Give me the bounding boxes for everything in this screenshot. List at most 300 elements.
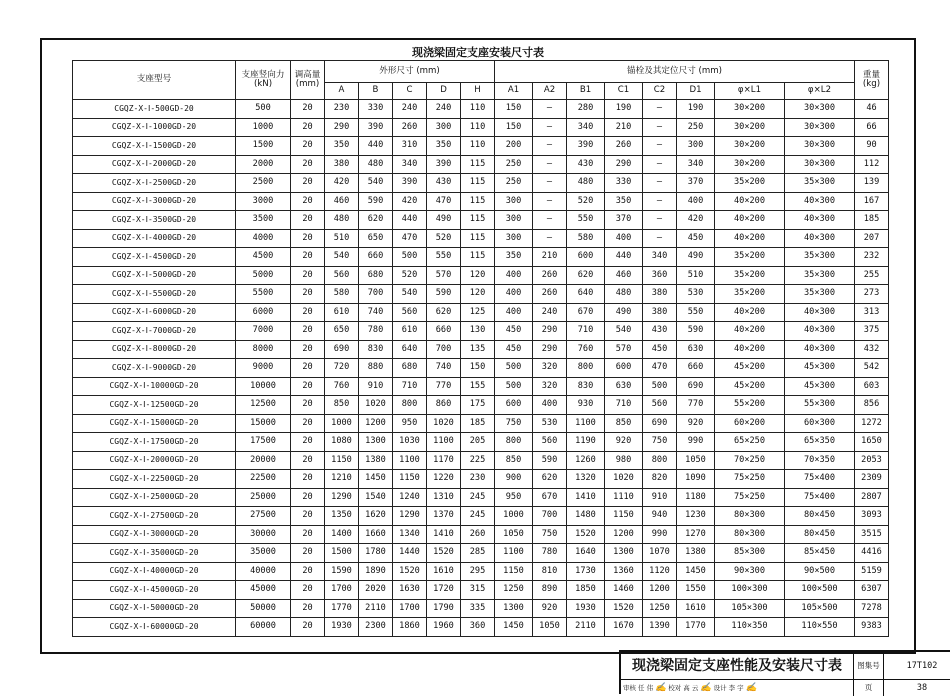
table-cell: 1300 bbox=[605, 544, 643, 563]
table-cell: 20 bbox=[291, 618, 325, 637]
table-cell: 85×300 bbox=[715, 544, 785, 563]
table-cell: 205 bbox=[461, 433, 495, 452]
table-row bbox=[73, 118, 889, 137]
table-cell: 30×200 bbox=[715, 100, 785, 119]
table-cell: 450 bbox=[495, 340, 533, 359]
table-cell: 60000 bbox=[236, 618, 291, 637]
table-row bbox=[73, 377, 889, 396]
table-cell: 25000 bbox=[236, 488, 291, 507]
table-cell: 300 bbox=[495, 211, 533, 230]
table-cell: 880 bbox=[359, 359, 393, 378]
table-cell: 1440 bbox=[393, 544, 427, 563]
table-cell: 7000 bbox=[236, 322, 291, 341]
table-cell: 590 bbox=[677, 322, 715, 341]
table-cell: — bbox=[643, 229, 677, 248]
table-cell: 370 bbox=[605, 211, 643, 230]
table-cell: 20 bbox=[291, 525, 325, 544]
checker-signature: ✍ bbox=[700, 683, 712, 693]
table-cell: 1520 bbox=[605, 599, 643, 618]
table-cell: 190 bbox=[677, 100, 715, 119]
model-cell: CGQZ-X-Ⅰ-1500GD-20 bbox=[73, 137, 236, 156]
table-cell: 4416 bbox=[855, 544, 889, 563]
table-cell: 920 bbox=[533, 599, 567, 618]
table-cell: 760 bbox=[567, 340, 605, 359]
table-cell: 12500 bbox=[236, 396, 291, 415]
table-row bbox=[73, 100, 889, 119]
table-cell: 110 bbox=[461, 137, 495, 156]
design-label: 设计 bbox=[713, 684, 727, 692]
table-cell: 320 bbox=[533, 359, 567, 378]
table-cell: 490 bbox=[427, 211, 461, 230]
table-cell: 70×350 bbox=[785, 451, 855, 470]
table-cell: 1410 bbox=[567, 488, 605, 507]
table-cell: 100×300 bbox=[715, 581, 785, 600]
table-cell: 20 bbox=[291, 414, 325, 433]
table-row bbox=[73, 525, 889, 544]
table-cell: 5000 bbox=[236, 266, 291, 285]
table-cell: 110 bbox=[461, 118, 495, 137]
table-cell: 660 bbox=[427, 322, 461, 341]
table-cell: 290 bbox=[325, 118, 359, 137]
table-cell: 600 bbox=[567, 248, 605, 267]
table-cell: 600 bbox=[605, 359, 643, 378]
table-cell: 290 bbox=[533, 340, 567, 359]
table-cell: 1770 bbox=[677, 618, 715, 637]
table-cell: 210 bbox=[605, 118, 643, 137]
table-cell: 5500 bbox=[236, 285, 291, 304]
table-cell: 290 bbox=[533, 322, 567, 341]
table-cell: 250 bbox=[495, 155, 533, 174]
table-cell: 115 bbox=[461, 229, 495, 248]
table-cell: 750 bbox=[643, 433, 677, 452]
table-cell: 2807 bbox=[855, 488, 889, 507]
table-cell: 440 bbox=[605, 248, 643, 267]
table-cell: 20 bbox=[291, 544, 325, 563]
table-cell: 990 bbox=[677, 433, 715, 452]
table-cell: 1090 bbox=[677, 470, 715, 489]
table-cell: 35×200 bbox=[715, 285, 785, 304]
table-cell: 285 bbox=[461, 544, 495, 563]
model-cell: CGQZ-X-Ⅰ-3500GD-20 bbox=[73, 211, 236, 230]
table-cell: 250 bbox=[495, 174, 533, 193]
table-cell: 35×200 bbox=[715, 174, 785, 193]
page-number: 38 bbox=[916, 683, 928, 693]
table-cell: — bbox=[643, 137, 677, 156]
title-block bbox=[619, 650, 950, 694]
table-cell: 800 bbox=[495, 433, 533, 452]
table-cell: 1290 bbox=[325, 488, 359, 507]
table-cell: 450 bbox=[495, 322, 533, 341]
table-cell: 1100 bbox=[495, 544, 533, 563]
table-cell: 30×200 bbox=[715, 155, 785, 174]
table-cell: 1350 bbox=[325, 507, 359, 526]
table-cell: 115 bbox=[461, 174, 495, 193]
table-cell: 950 bbox=[495, 488, 533, 507]
table-cell: 710 bbox=[605, 396, 643, 415]
table-cell: 1240 bbox=[393, 488, 427, 507]
table-cell: 680 bbox=[393, 359, 427, 378]
table-cell: 4000 bbox=[236, 229, 291, 248]
table-cell: 30×200 bbox=[715, 118, 785, 137]
table-cell: 380 bbox=[643, 303, 677, 322]
table-cell: 1080 bbox=[325, 433, 359, 452]
table-cell: 130 bbox=[461, 322, 495, 341]
table-cell: 500 bbox=[495, 359, 533, 378]
table-cell: 30000 bbox=[236, 525, 291, 544]
table-row bbox=[73, 581, 889, 600]
table-row bbox=[73, 285, 889, 304]
table-cell: 1610 bbox=[427, 562, 461, 581]
table-cell: 300 bbox=[427, 118, 461, 137]
table-cell: 75×400 bbox=[785, 488, 855, 507]
table-cell: 350 bbox=[325, 137, 359, 156]
table-cell: 670 bbox=[567, 303, 605, 322]
table-cell: 856 bbox=[855, 396, 889, 415]
table-cell: 910 bbox=[643, 488, 677, 507]
model-cell: CGQZ-X-Ⅰ-25000GD-20 bbox=[73, 488, 236, 507]
table-cell: 290 bbox=[605, 155, 643, 174]
table-cell: 520 bbox=[393, 266, 427, 285]
table-cell: 2110 bbox=[567, 618, 605, 637]
reviewer-signature: ✍ bbox=[655, 683, 667, 693]
table-cell: 1100 bbox=[567, 414, 605, 433]
table-cell: — bbox=[533, 192, 567, 211]
subheader-cell: A2 bbox=[533, 83, 567, 100]
table-cell: 340 bbox=[643, 248, 677, 267]
table-cell: 1400 bbox=[325, 525, 359, 544]
table-cell: 810 bbox=[533, 562, 567, 581]
table-cell: — bbox=[643, 155, 677, 174]
table-cell: 40×200 bbox=[715, 322, 785, 341]
table-cell: 1020 bbox=[427, 414, 461, 433]
table-cell: 510 bbox=[325, 229, 359, 248]
table-cell: 40×300 bbox=[785, 229, 855, 248]
model-cell: CGQZ-X-Ⅰ-4500GD-20 bbox=[73, 248, 236, 267]
table-cell: 1180 bbox=[677, 488, 715, 507]
table-cell: 540 bbox=[605, 322, 643, 341]
table-cell: 660 bbox=[359, 248, 393, 267]
table-cell: 40000 bbox=[236, 562, 291, 581]
table-cell: 550 bbox=[567, 211, 605, 230]
table-cell: 1250 bbox=[643, 599, 677, 618]
table-cell: 10000 bbox=[236, 377, 291, 396]
table-cell: 1020 bbox=[605, 470, 643, 489]
table-cell: 1070 bbox=[643, 544, 677, 563]
table-cell: 1500 bbox=[236, 137, 291, 156]
table-cell: 820 bbox=[643, 470, 677, 489]
table-cell: 930 bbox=[567, 396, 605, 415]
model-cell: CGQZ-X-Ⅰ-3000GD-20 bbox=[73, 192, 236, 211]
table-cell: 560 bbox=[393, 303, 427, 322]
table-cell: 66 bbox=[855, 118, 889, 137]
table-cell: 20 bbox=[291, 488, 325, 507]
table-cell: — bbox=[533, 118, 567, 137]
table-cell: 830 bbox=[567, 377, 605, 396]
table-cell: 1930 bbox=[567, 599, 605, 618]
table-cell: 2300 bbox=[359, 618, 393, 637]
table-cell: 390 bbox=[393, 174, 427, 193]
table-cell: 2053 bbox=[855, 451, 889, 470]
header-model: 支座型号 bbox=[73, 61, 236, 100]
table-cell: 690 bbox=[677, 377, 715, 396]
table-cell: 450 bbox=[643, 340, 677, 359]
table-cell: 1260 bbox=[567, 451, 605, 470]
table-cell: 240 bbox=[427, 100, 461, 119]
table-row bbox=[73, 248, 889, 267]
table-cell: 540 bbox=[359, 174, 393, 193]
table-cell: 540 bbox=[325, 248, 359, 267]
table-cell: 35×300 bbox=[785, 174, 855, 193]
table-cell: 315 bbox=[461, 581, 495, 600]
table-cell: 1380 bbox=[359, 451, 393, 470]
model-cell: CGQZ-X-Ⅰ-60000GD-20 bbox=[73, 618, 236, 637]
designer-name: 李 宇 bbox=[728, 684, 744, 692]
table-cell: 75×250 bbox=[715, 470, 785, 489]
table-cell: 20 bbox=[291, 581, 325, 600]
table-cell: 420 bbox=[393, 192, 427, 211]
table-cell: 1370 bbox=[427, 507, 461, 526]
table-row bbox=[73, 340, 889, 359]
table-cell: 40×200 bbox=[715, 303, 785, 322]
model-cell: CGQZ-X-Ⅰ-6000GD-20 bbox=[73, 303, 236, 322]
table-cell: 400 bbox=[495, 303, 533, 322]
table-cell: 40×300 bbox=[785, 211, 855, 230]
table-cell: 1200 bbox=[643, 581, 677, 600]
table-cell: 105×300 bbox=[715, 599, 785, 618]
header-anchor-dimensions: 锚栓及其定位尺寸 (mm) bbox=[495, 61, 855, 83]
check-label: 校对 bbox=[668, 684, 682, 692]
table-cell: 6000 bbox=[236, 303, 291, 322]
table-cell: 70×250 bbox=[715, 451, 785, 470]
table-cell: 580 bbox=[567, 229, 605, 248]
table-cell: 65×350 bbox=[785, 433, 855, 452]
table-cell: 110×550 bbox=[785, 618, 855, 637]
table-cell: 1170 bbox=[427, 451, 461, 470]
table-cell: 1700 bbox=[325, 581, 359, 600]
subheader-cell: B1 bbox=[567, 83, 605, 100]
model-cell: CGQZ-X-Ⅰ-17500GD-20 bbox=[73, 433, 236, 452]
table-cell: 590 bbox=[533, 451, 567, 470]
atlas-number-label: 图集号 bbox=[854, 652, 884, 680]
page-label: 页 bbox=[854, 680, 884, 696]
table-cell: 1200 bbox=[359, 414, 393, 433]
table-cell: 40×200 bbox=[715, 340, 785, 359]
model-cell: CGQZ-X-Ⅰ-27500GD-20 bbox=[73, 507, 236, 526]
table-cell: 360 bbox=[643, 266, 677, 285]
table-cell: 710 bbox=[567, 322, 605, 341]
header-outer-dimensions: 外形尺寸 (mm) bbox=[325, 61, 495, 83]
table-cell: 1930 bbox=[325, 618, 359, 637]
model-cell: CGQZ-X-Ⅰ-30000GD-20 bbox=[73, 525, 236, 544]
table-cell: 190 bbox=[605, 100, 643, 119]
table-cell: 150 bbox=[495, 118, 533, 137]
table-cell: 75×400 bbox=[785, 470, 855, 489]
table-cell: 100×500 bbox=[785, 581, 855, 600]
table-cell: 5159 bbox=[855, 562, 889, 581]
table-title: 现浇梁固定支座安装尺寸表 bbox=[412, 46, 544, 59]
table-cell: 470 bbox=[643, 359, 677, 378]
table-row bbox=[73, 451, 889, 470]
table-cell: 1650 bbox=[855, 433, 889, 452]
table-row bbox=[73, 322, 889, 341]
table-cell: 1670 bbox=[605, 618, 643, 637]
table-cell: 20 bbox=[291, 211, 325, 230]
table-cell: 300 bbox=[495, 192, 533, 211]
designer-signature: ✍ bbox=[745, 683, 757, 693]
table-cell: 260 bbox=[393, 118, 427, 137]
table-cell: 630 bbox=[677, 340, 715, 359]
table-cell: 80×300 bbox=[715, 507, 785, 526]
table-cell: 1450 bbox=[359, 470, 393, 489]
table-cell: 1890 bbox=[359, 562, 393, 581]
table-cell: — bbox=[533, 229, 567, 248]
subheader-cell: D1 bbox=[677, 83, 715, 100]
table-cell: 260 bbox=[533, 285, 567, 304]
table-cell: 670 bbox=[533, 488, 567, 507]
table-cell: 2309 bbox=[855, 470, 889, 489]
table-cell: 1150 bbox=[325, 451, 359, 470]
drawing-title: 现浇梁固定支座性能及安装尺寸表 bbox=[621, 652, 854, 680]
table-cell: 500 bbox=[236, 100, 291, 119]
table-cell: 620 bbox=[567, 266, 605, 285]
table-cell: 313 bbox=[855, 303, 889, 322]
subheader-cell: φ×L2 bbox=[785, 83, 855, 100]
model-cell: CGQZ-X-Ⅰ-45000GD-20 bbox=[73, 581, 236, 600]
table-cell: 9383 bbox=[855, 618, 889, 637]
table-cell: 560 bbox=[533, 433, 567, 452]
install-dimension-table bbox=[72, 60, 889, 637]
table-cell: 510 bbox=[677, 266, 715, 285]
table-cell: 20 bbox=[291, 229, 325, 248]
table-cell: 603 bbox=[855, 377, 889, 396]
table-cell: 640 bbox=[393, 340, 427, 359]
table-cell: 230 bbox=[325, 100, 359, 119]
table-cell: 780 bbox=[533, 544, 567, 563]
table-cell: 710 bbox=[393, 377, 427, 396]
table-row bbox=[73, 396, 889, 415]
table-cell: 630 bbox=[605, 377, 643, 396]
subheader-cell: A1 bbox=[495, 83, 533, 100]
table-cell: 1380 bbox=[677, 544, 715, 563]
table-row bbox=[73, 303, 889, 322]
table-cell: 155 bbox=[461, 377, 495, 396]
table-cell: 580 bbox=[325, 285, 359, 304]
table-cell: 920 bbox=[605, 433, 643, 452]
table-cell: 530 bbox=[677, 285, 715, 304]
table-cell: 800 bbox=[393, 396, 427, 415]
table-cell: 1000 bbox=[495, 507, 533, 526]
table-cell: 4500 bbox=[236, 248, 291, 267]
table-cell: 650 bbox=[359, 229, 393, 248]
table-cell: 260 bbox=[533, 266, 567, 285]
subheader-cell: D bbox=[427, 83, 461, 100]
table-cell: 7278 bbox=[855, 599, 889, 618]
table-cell: 20 bbox=[291, 451, 325, 470]
table-cell: 300 bbox=[495, 229, 533, 248]
header-force: 支座竖向力 (kN) bbox=[236, 61, 291, 100]
subheader-cell: A bbox=[325, 83, 359, 100]
table-cell: 550 bbox=[677, 303, 715, 322]
table-cell: 20 bbox=[291, 137, 325, 156]
table-cell: 35×300 bbox=[785, 285, 855, 304]
table-cell: 30×300 bbox=[785, 155, 855, 174]
table-cell: 300 bbox=[677, 137, 715, 156]
table-cell: 460 bbox=[605, 266, 643, 285]
table-cell: 780 bbox=[359, 322, 393, 341]
model-cell: CGQZ-X-Ⅰ-20000GD-20 bbox=[73, 451, 236, 470]
subheader-cell: B bbox=[359, 83, 393, 100]
table-cell: 30×300 bbox=[785, 137, 855, 156]
table-cell: 115 bbox=[461, 248, 495, 267]
table-cell: 500 bbox=[393, 248, 427, 267]
subheader-cell: C2 bbox=[643, 83, 677, 100]
table-cell: 120 bbox=[461, 285, 495, 304]
table-cell: 20 bbox=[291, 599, 325, 618]
table-cell: 400 bbox=[605, 229, 643, 248]
table-cell: 520 bbox=[427, 229, 461, 248]
table-cell: 890 bbox=[533, 581, 567, 600]
table-cell: 470 bbox=[427, 192, 461, 211]
table-cell: 1610 bbox=[677, 599, 715, 618]
table-cell: 1770 bbox=[325, 599, 359, 618]
table-cell: 260 bbox=[605, 137, 643, 156]
table-cell: 240 bbox=[533, 303, 567, 322]
table-cell: 20 bbox=[291, 100, 325, 119]
table-cell: 1630 bbox=[393, 581, 427, 600]
table-cell: 360 bbox=[461, 618, 495, 637]
table-cell: 980 bbox=[605, 451, 643, 470]
table-cell: 20 bbox=[291, 266, 325, 285]
table-cell: 850 bbox=[495, 451, 533, 470]
table-cell: 105×500 bbox=[785, 599, 855, 618]
table-cell: 320 bbox=[533, 377, 567, 396]
table-cell: 720 bbox=[325, 359, 359, 378]
table-cell: 740 bbox=[359, 303, 393, 322]
table-cell: 1120 bbox=[643, 562, 677, 581]
table-cell: 85×450 bbox=[785, 544, 855, 563]
table-cell: 370 bbox=[677, 174, 715, 193]
model-cell: CGQZ-X-Ⅰ-2500GD-20 bbox=[73, 174, 236, 193]
table-cell: 1050 bbox=[495, 525, 533, 544]
table-cell: 1620 bbox=[359, 507, 393, 526]
table-row bbox=[73, 414, 889, 433]
table-cell: 330 bbox=[605, 174, 643, 193]
model-cell: CGQZ-X-Ⅰ-4000GD-20 bbox=[73, 229, 236, 248]
table-cell: 650 bbox=[325, 322, 359, 341]
table-cell: 1100 bbox=[427, 433, 461, 452]
table-cell: 250 bbox=[677, 118, 715, 137]
table-cell: 1290 bbox=[393, 507, 427, 526]
table-cell: 175 bbox=[461, 396, 495, 415]
table-cell: 600 bbox=[495, 396, 533, 415]
table-cell: 920 bbox=[677, 414, 715, 433]
table-cell: — bbox=[533, 155, 567, 174]
table-cell: 450 bbox=[677, 229, 715, 248]
table-cell: 167 bbox=[855, 192, 889, 211]
reviewer-name: 任 伟 bbox=[638, 684, 654, 692]
table-cell: 46 bbox=[855, 100, 889, 119]
table-row bbox=[73, 137, 889, 156]
table-cell: 45×200 bbox=[715, 377, 785, 396]
table-cell: — bbox=[643, 174, 677, 193]
subheader-cell: φ×L1 bbox=[715, 83, 785, 100]
table-cell: 1590 bbox=[325, 562, 359, 581]
table-cell: 1480 bbox=[567, 507, 605, 526]
table-cell: 139 bbox=[855, 174, 889, 193]
table-cell: 520 bbox=[567, 192, 605, 211]
table-cell: 2500 bbox=[236, 174, 291, 193]
table-cell: 20 bbox=[291, 359, 325, 378]
